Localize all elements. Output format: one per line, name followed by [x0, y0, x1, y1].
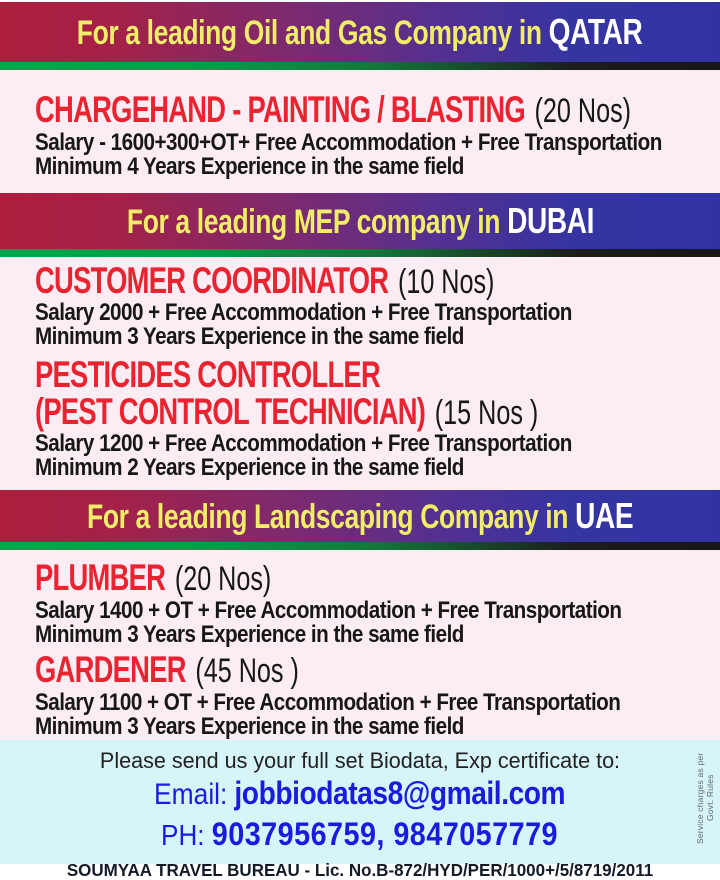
job-plumber	[35, 558, 720, 646]
job-vacancy-count: (45 Nos )	[195, 652, 299, 690]
job-title: CHARGEHAND - PAINTING / BLASTING	[35, 89, 525, 130]
job-title-row	[35, 558, 542, 599]
section-dubai-jobs	[0, 257, 720, 490]
job-pesticides-controller	[35, 356, 720, 479]
contact-footer	[0, 740, 720, 880]
experience-line: Minimum 3 Years Experience in the same field	[35, 322, 464, 350]
section-qatar-jobs	[0, 70, 720, 193]
job-title: GARDENER	[35, 649, 186, 690]
job-gardener	[35, 650, 720, 738]
job-subtitle: (PEST CONTROL TECHNICIAN)	[35, 391, 426, 432]
salary-line: Salary 2000 + Free Accommodation + Free Transportation	[35, 299, 572, 326]
job-vacancy-count: (10 Nos)	[397, 263, 495, 301]
job-chargehand	[35, 90, 720, 178]
experience-line: Minimum 2 Years Experience in the same field	[35, 453, 464, 481]
banner-dubai-country: DUBAI	[506, 200, 594, 241]
phone-label: PH:	[161, 820, 206, 852]
banner-dubai-prefix: For a leading MEP company in	[126, 203, 500, 241]
salary-line: Salary 1400 + OT + Free Accommodation + Free Transportation	[35, 597, 622, 624]
phone-line	[0, 818, 720, 857]
service-charges-note: Service charges as per Govt. Rules	[695, 752, 715, 844]
email-label: Email:	[154, 778, 228, 811]
banner-qatar-country: QATAR	[549, 11, 643, 52]
job-title-row	[35, 356, 542, 393]
email-address: jobbiodatas8@gmail.com	[234, 775, 566, 811]
job-vacancy-count: (20 Nos)	[174, 560, 272, 598]
experience-line: Minimum 3 Years Experience in the same field	[35, 620, 464, 648]
banner-dubai-title	[126, 200, 593, 242]
job-title-row	[35, 262, 542, 301]
job-title: CUSTOMER COORDINATOR	[35, 260, 389, 301]
job-customer-coordinator	[35, 262, 720, 348]
banner-qatar	[0, 2, 720, 62]
biodata-request-line: Please send us your full set Biodata, Exp certificate to:	[99, 748, 621, 773]
divider-strip	[0, 249, 720, 257]
banner-dubai	[0, 193, 720, 249]
phone-numbers: 9037956759, 9847057779	[212, 816, 559, 852]
email-line	[0, 775, 720, 818]
salary-line: Salary 1200 + Free Accommodation + Free Transportation	[35, 430, 572, 457]
job-title-row	[35, 650, 542, 691]
banner-uae-title	[87, 495, 633, 537]
job-title: PLUMBER	[35, 557, 166, 598]
experience-line: Minimum 4 Years Experience in the same field	[35, 152, 464, 180]
divider-strip	[0, 542, 720, 550]
job-title: PESTICIDES CONTROLLER	[35, 354, 380, 395]
salary-line: Salary 1100 + OT + Free Accommodation + Free Transportation	[35, 689, 621, 716]
banner-qatar-prefix: For a leading Oil and Gas Company in	[77, 14, 543, 52]
job-vacancy-count: (15 Nos )	[434, 394, 539, 432]
job-title-row	[35, 89, 632, 131]
banner-uae-country: UAE	[574, 495, 634, 536]
section-uae-jobs	[0, 550, 720, 740]
job-subtitle-row	[35, 393, 542, 432]
banner-uae-prefix: For a leading Landscaping Company in	[86, 498, 568, 536]
banner-uae	[0, 490, 720, 542]
salary-line: Salary - 1600+300+OT+ Free Accommodation + Free Transportation	[35, 129, 662, 156]
agency-license-line: SOUMYAA TRAVEL BUREAU - Lic. No.B-872/HYD/PER/1000+/5/8719/2011	[66, 860, 654, 880]
job-vacancy-count: (20 Nos)	[534, 92, 632, 130]
divider-strip	[0, 62, 720, 70]
banner-qatar-title	[77, 11, 643, 53]
experience-line: Minimum 3 Years Experience in the same field	[35, 712, 464, 740]
